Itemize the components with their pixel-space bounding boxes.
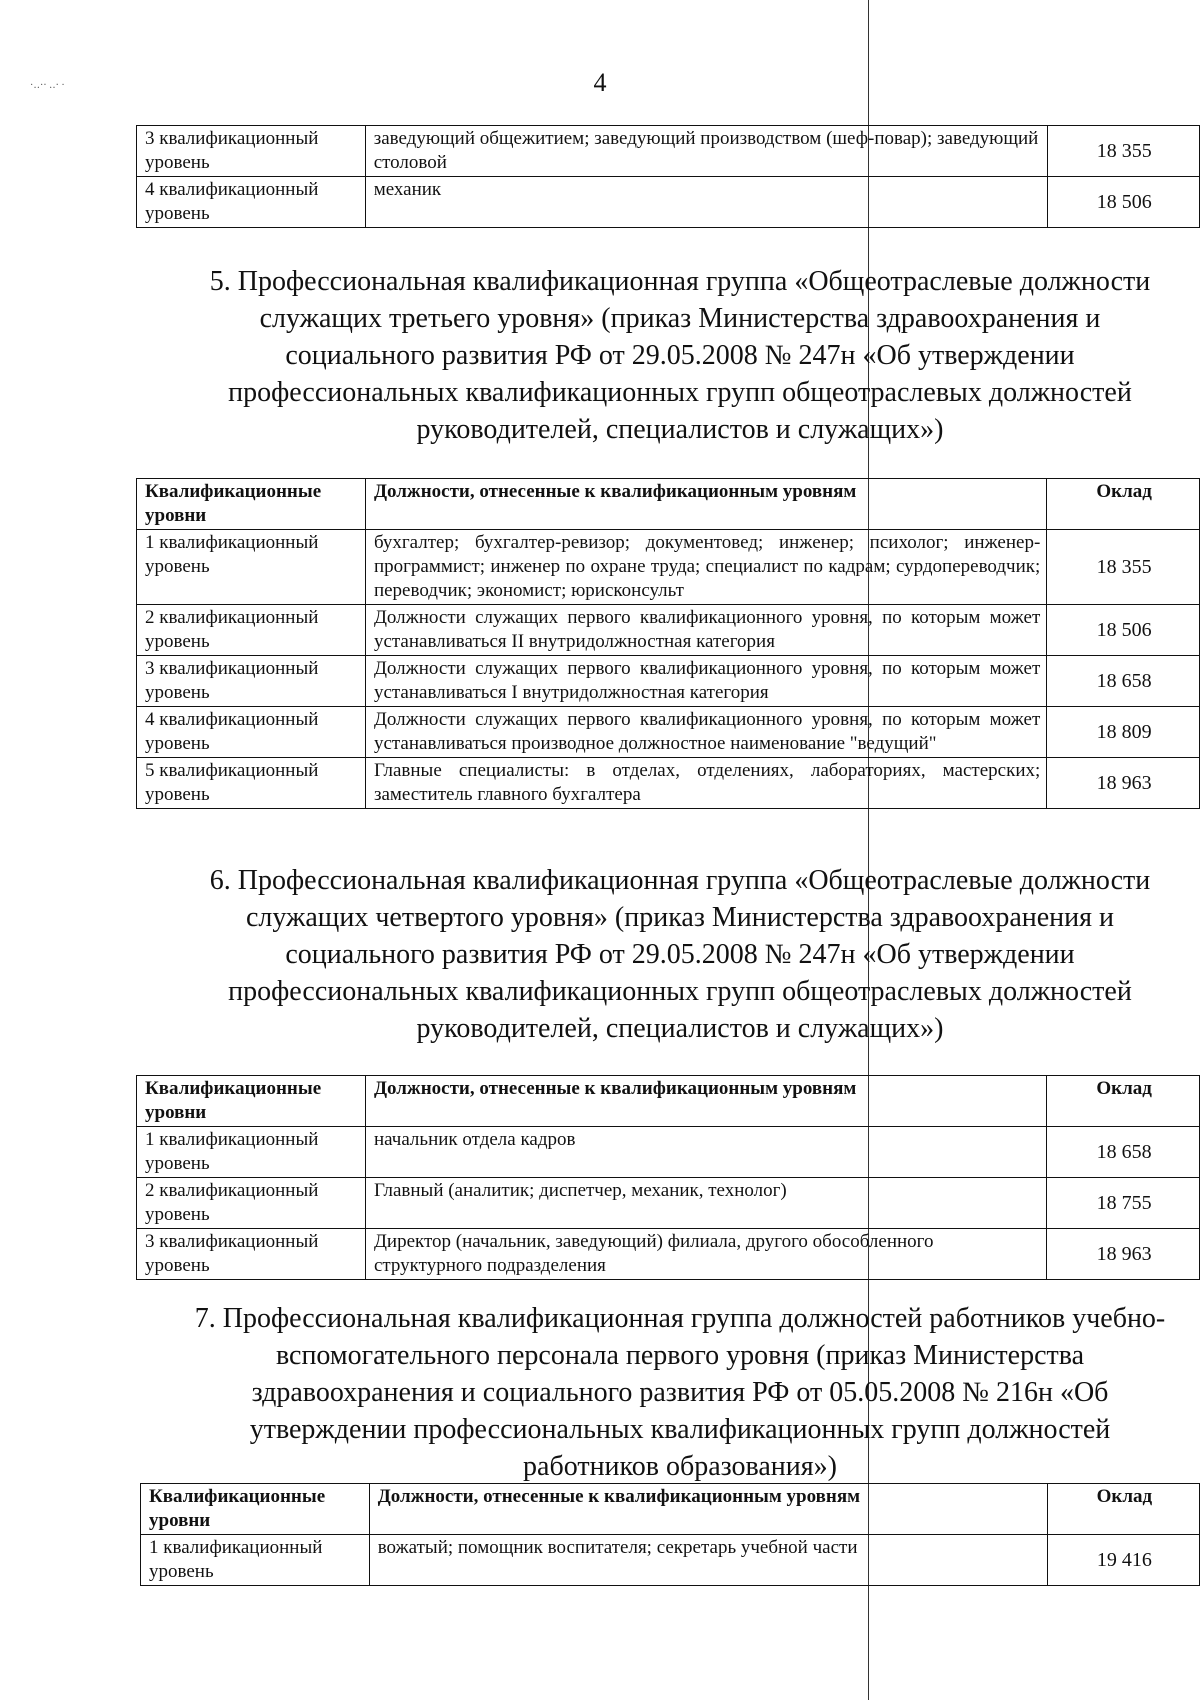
level-cell: 1 квалификационный уровень (141, 1535, 370, 1586)
header-level: Квалификационные уровни (137, 479, 366, 530)
salary-cell: 18 809 (1047, 707, 1200, 758)
header-level: Квалификационные уровни (137, 1076, 366, 1127)
header-salary: Оклад (1047, 479, 1200, 530)
positions-cell: вожатый; помощник воспитателя; секретарь учебной части (369, 1535, 1047, 1586)
header-salary: Оклад (1047, 1484, 1199, 1535)
salary-cell: 18 355 (1047, 126, 1199, 177)
positions-cell: заведующий общежитием; заведующий производством (шеф-повар); заведующий столовой (365, 126, 1047, 177)
level-cell: 3 квалификационный уровень (137, 126, 366, 177)
table-header-row (137, 1076, 1200, 1127)
table-row (137, 605, 1200, 656)
table-row (137, 656, 1200, 707)
level-cell: 3 квалификационный уровень (137, 656, 366, 707)
table-row (137, 758, 1200, 809)
salary-cell: 18 506 (1047, 605, 1200, 656)
scan-noise: ·‥·‧ ‥‧ · (30, 80, 65, 91)
level-cell: 4 квалификационный уровень (137, 177, 366, 228)
table-row (137, 530, 1200, 605)
positions-cell: начальник отдела кадров (365, 1127, 1046, 1178)
positions-cell: механик (365, 177, 1047, 228)
salary-cell: 18 963 (1047, 758, 1200, 809)
salary-cell: 18 658 (1047, 656, 1200, 707)
table-row (141, 1535, 1200, 1586)
salary-cell: 18 755 (1047, 1178, 1200, 1229)
section-5-heading: 5. Профессиональная квалификационная группа «Общеотраслевые должности служащих третьего уровня» (приказ Министерства здравоохранения и социального развития РФ от 29.05.2008 № 247н «Об утверждении профессиональных квалификационных групп общеотраслевых должностей руководителей, специалистов и служащих») (209, 266, 1151, 445)
table-row (137, 1229, 1200, 1280)
table-top-continuation (136, 125, 1200, 228)
table-section-5 (136, 478, 1200, 809)
table-section-6 (136, 1075, 1200, 1280)
positions-cell: Должности служащих первого квалификационного уровня, по которым может устанавливаться II внутридолжностная категория (365, 605, 1046, 656)
positions-cell: Главные специалисты: в отделах, отделениях, лабораториях, мастерских; заместитель главного бухгалтера (365, 758, 1046, 809)
section-7-heading: 7. Профессиональная квалификационная группа должностей работников учебно-вспомогательного персонала первого уровня (приказ Министерства здравоохранения и социального развития РФ от 05.05.2008 № 216н «Об утверждении профессиональных квалификационных групп должностей работников образования») (194, 1303, 1166, 1482)
positions-cell: Должности служащих первого квалификационного уровня, по которым может устанавливаться производное должностное наименование "ведущий" (365, 707, 1046, 758)
table-section-7 (140, 1483, 1200, 1586)
level-cell: 3 квалификационный уровень (137, 1229, 366, 1280)
header-positions: Должности, отнесенные к квалификационным уровням (365, 479, 1046, 530)
header-positions: Должности, отнесенные к квалификационным уровням (369, 1484, 1047, 1535)
salary-cell: 18 963 (1047, 1229, 1200, 1280)
level-cell: 5 квалификационный уровень (137, 758, 366, 809)
table-header-row (137, 479, 1200, 530)
level-cell: 2 квалификационный уровень (137, 605, 366, 656)
salary-cell: 19 416 (1047, 1535, 1199, 1586)
section-6-heading: 6. Профессиональная квалификационная группа «Общеотраслевые должности служащих четвертого уровня» (приказ Министерства здравоохранения и социального развития РФ от 29.05.2008 № 247н «Об утверждении профессиональных квалификационных групп общеотраслевых должностей руководителей, специалистов и служащих») (209, 865, 1151, 1044)
salary-cell: 18 658 (1047, 1127, 1200, 1178)
table-row (137, 177, 1200, 228)
table-row (137, 707, 1200, 758)
header-positions: Должности, отнесенные к квалификационным уровням (365, 1076, 1046, 1127)
level-cell: 1 квалификационный уровень (137, 1127, 366, 1178)
header-level: Квалификационные уровни (141, 1484, 370, 1535)
salary-cell: 18 506 (1047, 177, 1199, 228)
table-row (137, 126, 1200, 177)
positions-cell: Директор (начальник, заведующий) филиала, другого обособленного структурного подразделения (365, 1229, 1046, 1280)
page-number: 4 (593, 68, 607, 97)
table-header-row (141, 1484, 1200, 1535)
positions-cell: Должности служащих первого квалификационного уровня, по которым может устанавливаться I внутридолжностная категория (365, 656, 1046, 707)
table-row (137, 1127, 1200, 1178)
positions-cell: бухгалтер; бухгалтер-ревизор; документовед; инженер; психолог; инженер-программист; инженер по охране труда; специалист по кадрам; сурдопереводчик; переводчик; экономист; юрисконсульт (365, 530, 1046, 605)
positions-cell: Главный (аналитик; диспетчер, механик, технолог) (365, 1178, 1046, 1229)
level-cell: 1 квалификационный уровень (137, 530, 366, 605)
salary-cell: 18 355 (1047, 530, 1200, 605)
level-cell: 2 квалификационный уровень (137, 1178, 366, 1229)
table-row (137, 1178, 1200, 1229)
level-cell: 4 квалификационный уровень (137, 707, 366, 758)
header-salary: Оклад (1047, 1076, 1200, 1127)
